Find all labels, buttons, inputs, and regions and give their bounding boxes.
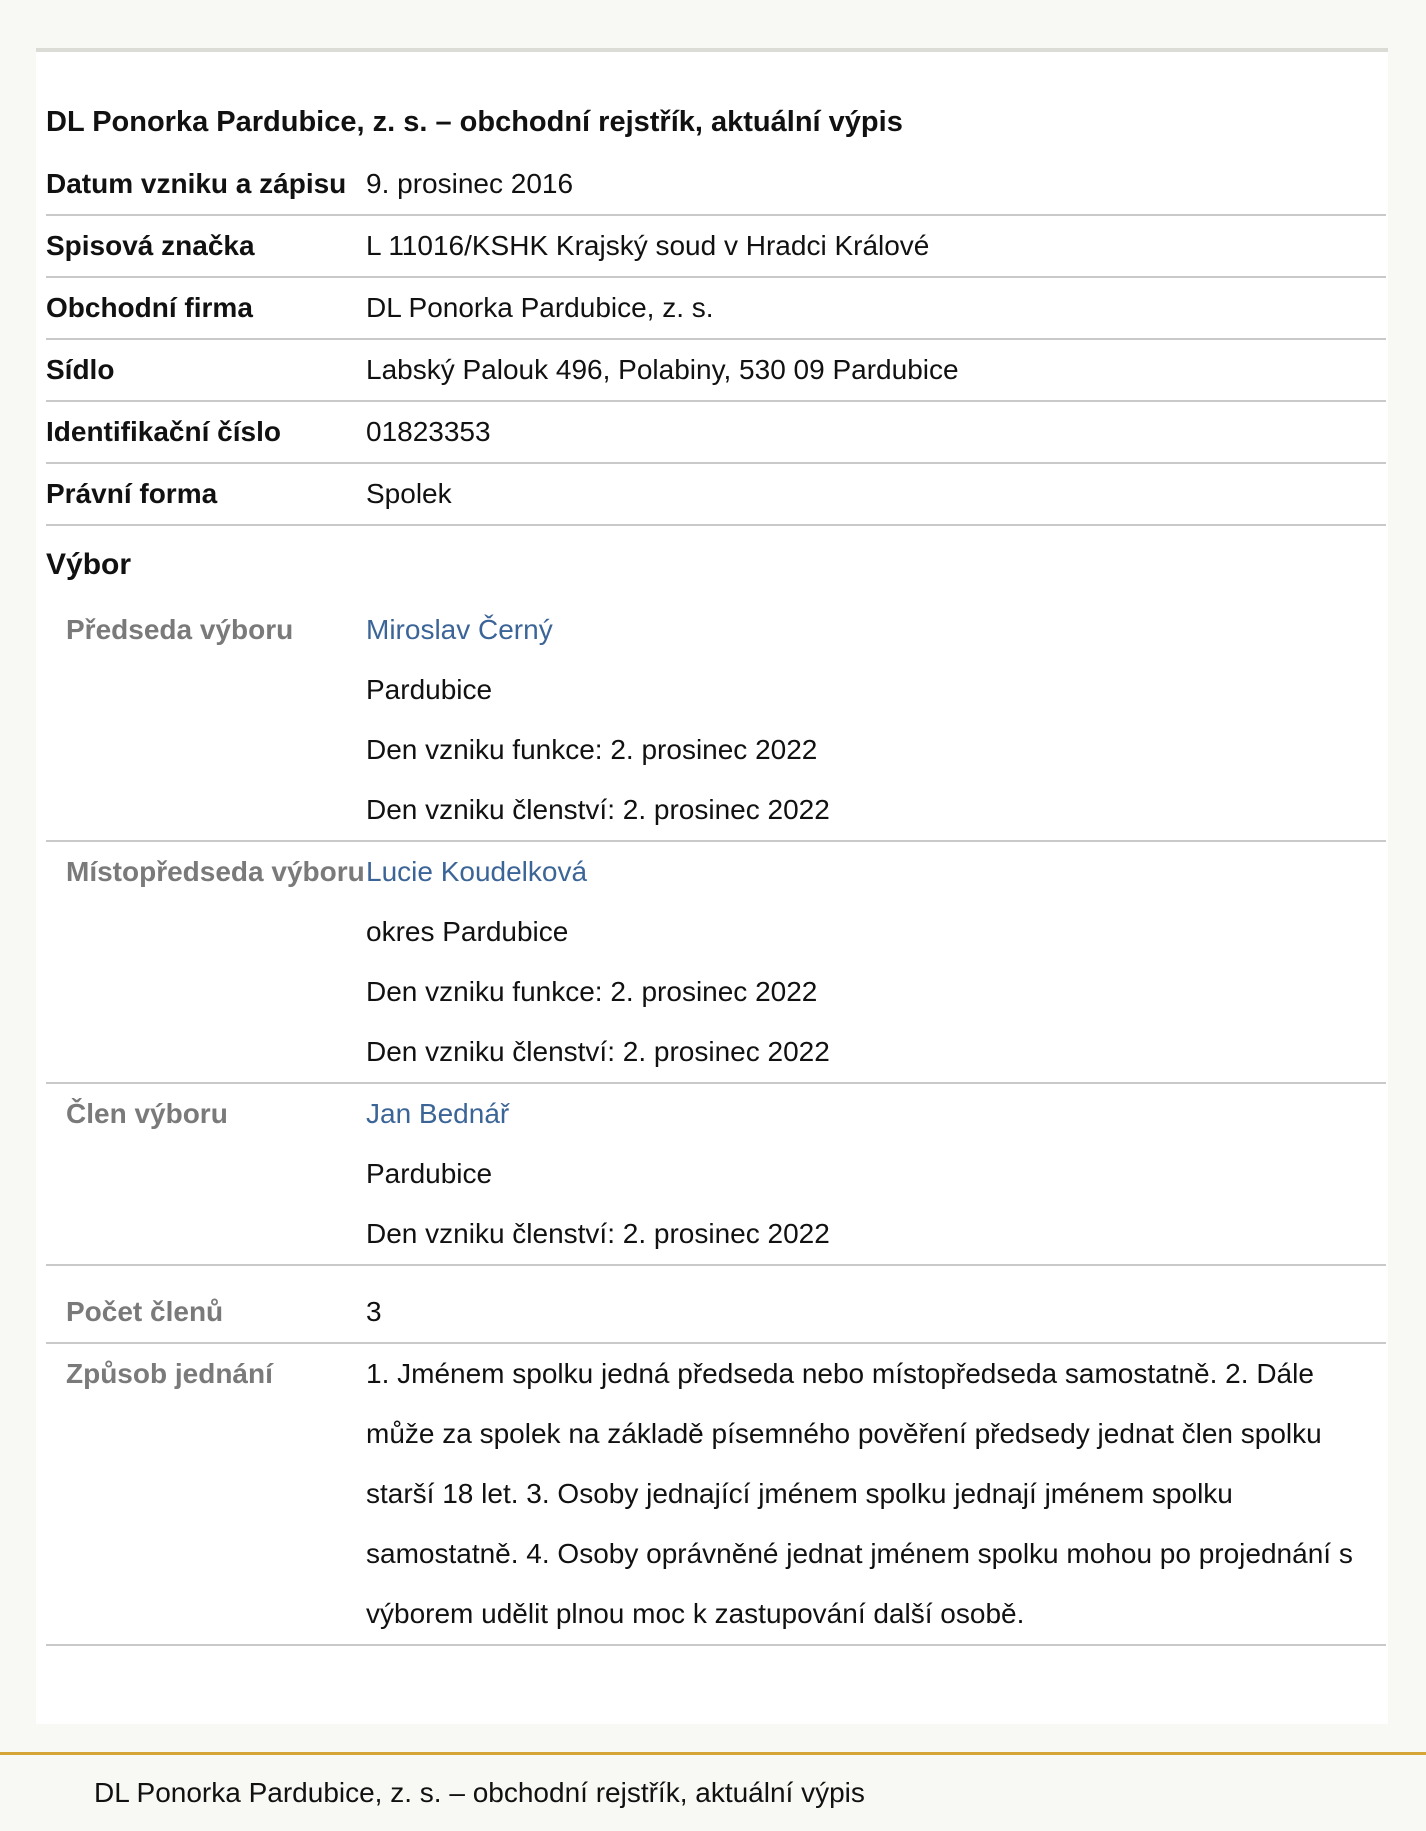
field-label: Spisová značka bbox=[46, 230, 255, 261]
member-row-mistopredseda bbox=[46, 842, 1386, 1084]
footer-text: DL Ponorka Pardubice, z. s. – obchodní rejstřík, aktuální výpis bbox=[94, 1777, 865, 1808]
field-label: Sídlo bbox=[46, 354, 115, 385]
member-row-predseda bbox=[46, 600, 1386, 842]
member-place: Pardubice bbox=[366, 674, 493, 705]
field-row-firma bbox=[46, 278, 1386, 340]
field-label: Obchodní firma bbox=[46, 292, 253, 323]
member-role: Předseda výboru bbox=[66, 614, 294, 645]
member-name-link[interactable]: Jan Bednář bbox=[366, 1098, 510, 1129]
member-details bbox=[366, 600, 1386, 840]
field-label: Způsob jednání bbox=[66, 1358, 273, 1389]
member-details bbox=[366, 842, 1386, 1082]
field-label: Identifikační číslo bbox=[46, 416, 281, 447]
field-label: Právní forma bbox=[46, 478, 218, 509]
field-value: L 11016/KSHK Krajský soud v Hradci Králové bbox=[366, 230, 930, 261]
register-extract-card bbox=[36, 48, 1388, 1724]
member-date-line: Den vzniku členství: 2. prosinec 2022 bbox=[366, 794, 830, 825]
spacer bbox=[46, 1266, 1388, 1282]
field-label: Počet členů bbox=[66, 1296, 224, 1327]
member-place: Pardubice bbox=[366, 1158, 493, 1189]
member-row-clen bbox=[46, 1084, 1386, 1266]
field-row-spisova bbox=[46, 216, 1386, 278]
field-value: 1. Jménem spolku jedná předseda nebo místopředseda samostatně. 2. Dále může za spolek na základě písemného pověření předsedy jednat člen spolku starší 18 let. 3. Osoby jednající jménem spolku jednají jménem spolku samostatně. 4. Osoby oprávněné jednat jménem spolku mohou po projednání s výborem udělit plnou moc k zastupování další osobě. bbox=[366, 1358, 1353, 1629]
field-value: Spolek bbox=[366, 478, 452, 509]
field-row-pocet bbox=[46, 1282, 1386, 1344]
member-name-link[interactable]: Miroslav Černý bbox=[366, 614, 553, 645]
field-row-zpusob bbox=[46, 1344, 1386, 1646]
extract-content bbox=[36, 52, 1388, 1646]
member-name-link[interactable]: Lucie Koudelková bbox=[366, 856, 588, 887]
member-place: okres Pardubice bbox=[366, 916, 569, 947]
member-date-line: Den vzniku členství: 2. prosinec 2022 bbox=[366, 1218, 830, 1249]
field-row-datum bbox=[46, 154, 1386, 216]
field-value: 9. prosinec 2016 bbox=[366, 168, 574, 199]
member-date-line: Den vzniku členství: 2. prosinec 2022 bbox=[366, 1036, 830, 1067]
member-role: Člen výboru bbox=[66, 1098, 228, 1129]
member-date-line: Den vzniku funkce: 2. prosinec 2022 bbox=[366, 976, 818, 1007]
page-title: DL Ponorka Pardubice, z. s. – obchodní rejstřík, aktuální výpis bbox=[46, 106, 903, 138]
field-value: 01823353 bbox=[366, 416, 491, 447]
member-date-line: Den vzniku funkce: 2. prosinec 2022 bbox=[366, 734, 818, 765]
field-row-ico bbox=[46, 402, 1386, 464]
field-value: 3 bbox=[366, 1296, 382, 1327]
member-role: Místopředseda výboru bbox=[66, 856, 365, 887]
field-row-sidlo bbox=[46, 340, 1386, 402]
member-details bbox=[366, 1084, 1386, 1264]
field-label: Datum vzniku a zápisu bbox=[46, 168, 347, 199]
field-value: Labský Palouk 496, Polabiny, 530 09 Pardubice bbox=[366, 354, 959, 385]
section-heading-vybor: Výbor bbox=[46, 548, 132, 581]
footer-bar bbox=[0, 1752, 1426, 1831]
field-value: DL Ponorka Pardubice, z. s. bbox=[366, 292, 714, 323]
field-row-forma bbox=[46, 464, 1386, 526]
